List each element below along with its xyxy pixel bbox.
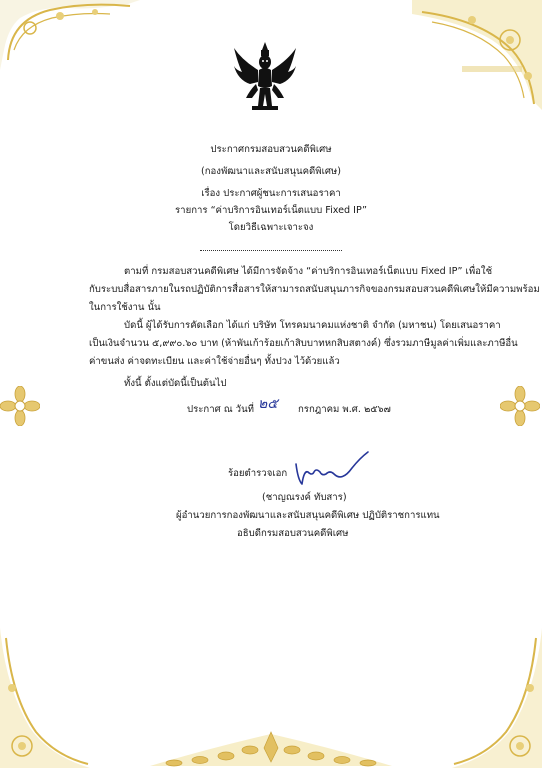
effective-line: ทั้งนี้ ตั้งแต่บัดนี้เป็นต้นไป: [124, 378, 227, 389]
method-line: โดยวิธีเฉพาะเจาะจง: [228, 222, 314, 233]
garuda-emblem-icon: [232, 40, 298, 112]
paragraph-1-line-3: ในการใช้งาน นั้น: [89, 302, 161, 313]
signer-position-2: อธิบดีกรมสอบสวนคดีพิเศษ: [237, 528, 349, 539]
paragraph-2-line-3: ค่าขนส่ง ค่าจดทะเบียน และค่าใช้จ่ายอื่นๆ ทั้งปวง ไว้ด้วยแล้ว: [89, 356, 340, 367]
handwritten-signature-icon: [292, 450, 372, 490]
signer-name: (ชาญณรงค์ ทับสาร): [262, 492, 347, 503]
paragraph-1-line-2: กับระบบสื่อสารภายในรถปฏิบัติการสื่อสารให้สามารถสนับสนุนภารกิจของกรมสอบสวนคดีพิเศษให้มีความพร้อม: [89, 284, 540, 295]
corner-ornament-top-right-icon: [412, 0, 542, 110]
paragraph-2-line-2: เป็นเงินจำนวน ๕,๙๙๐.๖๐ บาท (ห้าพันเก้าร้อยเก้าสิบบาทหกสิบสตางค์) ซึ่งรวมภาษีมูลค่าเพิ่มและภาษีอื่น: [89, 338, 518, 349]
bottom-border-ornament-icon: [150, 728, 392, 768]
signer-rank: ร้อยตำรวจเอก: [228, 468, 288, 479]
date-suffix: กรกฎาคม พ.ศ. ๒๕๖๗: [298, 404, 391, 415]
signer-position-1: ผู้อำนวยการกองพัฒนาและสนับสนุนคดีพิเศษ ปฏิบัติราชการแทน: [176, 510, 440, 521]
subject-line: เรื่อง ประกาศผู้ชนะการเสนอราคา: [201, 188, 341, 199]
side-ornament-left-icon: [0, 386, 40, 426]
item-line: รายการ “ค่าบริการอินเทอร์เน็ตแบบ Fixed IP”: [175, 205, 367, 216]
corner-ornament-bottom-right-icon: [452, 628, 542, 768]
date-prefix: ประกาศ ณ วันที่: [187, 404, 254, 415]
corner-ornament-bottom-left-icon: [0, 628, 90, 768]
corner-ornament-top-left-icon: [0, 0, 140, 70]
side-ornament-right-icon: [500, 386, 540, 426]
announcement-title: ประกาศกรมสอบสวนคดีพิเศษ: [210, 144, 332, 155]
paragraph-1-line-1: ตามที่ กรมสอบสวนคดีพิเศษ ได้มีการจัดจ้าง “ค่าบริการอินเทอร์เน็ตแบบ Fixed IP” เพื่อใช้: [124, 266, 493, 277]
division-name: (กองพัฒนาและสนับสนุนคดีพิเศษ): [200, 166, 342, 177]
date-day: ๒๕: [258, 396, 278, 412]
divider-dotted: [200, 250, 342, 251]
paragraph-2-line-1: บัดนี้ ผู้ได้รับการคัดเลือก ได้แก่ บริษัท โทรคมนาคมแห่งชาติ จำกัด (มหาชน) โดยเสนอราคา: [124, 320, 501, 331]
